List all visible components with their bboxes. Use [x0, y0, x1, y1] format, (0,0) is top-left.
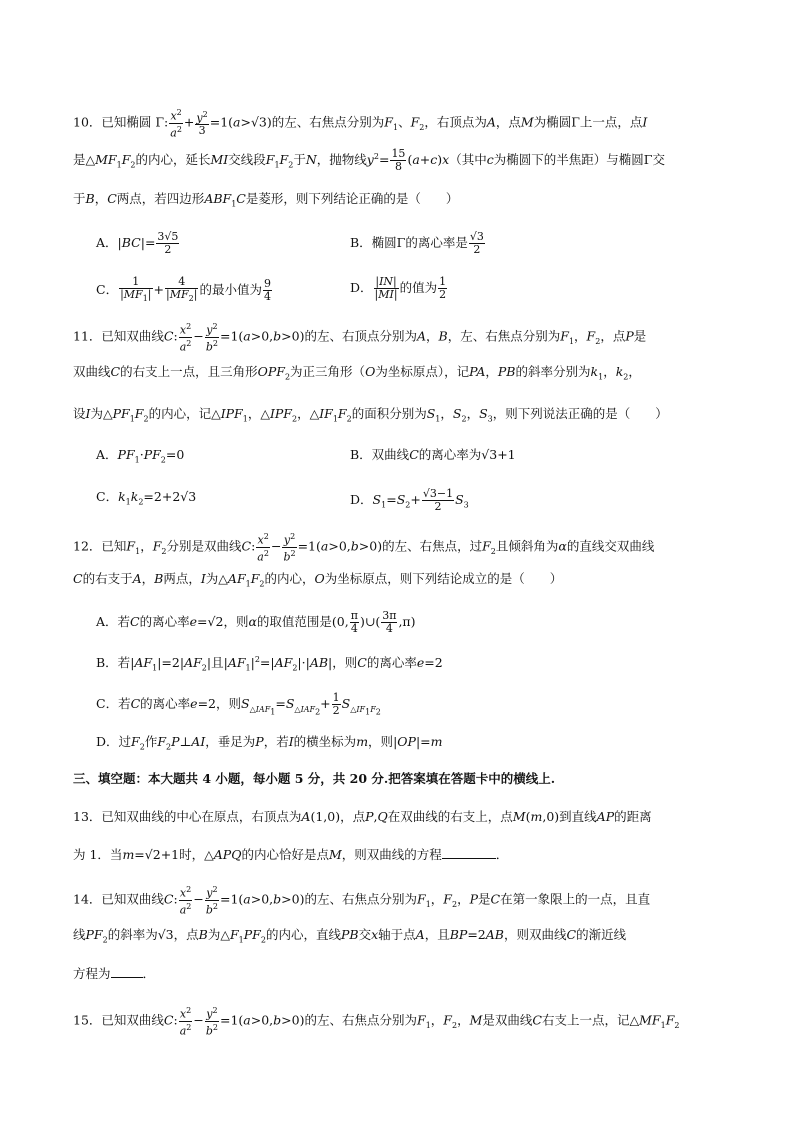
q11-option-c: C．$k_1k_2=2+2√3$ [96, 489, 197, 507]
q11-line2: 双曲线C的右支上一点，且三角形$OPF_2$为正三角形（O为坐标原点），记PA，PB的斜率分别为$k_1$，$k_2$， [73, 364, 641, 382]
q12-option-d: D．过$F_2$作$F_2P\perp AI$，垂足为P，若I的横坐标为m，则|OP|=m [96, 734, 443, 752]
q12-option-a: A．若C的离心率e=√2，则α的取值范围是(0, $\frac{\pi}{4}$ )∪( $\frac{3\pi}{4}$ ,π) [96, 609, 416, 635]
q11-option-a: A．$PF_1\cdot PF_2=0$ [96, 447, 185, 465]
q14-line2: 线$PF_2$的斜率为√3，点B为$\triangle F_1PF_2$的内心，直线PB交x轴于点A，且BP=2AB，则双曲线C的渐近线 [73, 927, 627, 945]
q10-line1: 10．已知椭圆 Γ: $\frac{x^2}{a^2}$ + $\frac{y^2}{3}$ =1(a>√3)的左、右焦点分别为$F_1$、$F_2$，右顶点为A，点M为椭圆Γ上一点，点I [73, 108, 648, 140]
q11-option-b: B．双曲线C的离心率为√3+1 [350, 447, 516, 462]
section-header: 三、填空题：本大题共 4 小题，每小题 5 分，共 20 分.把答案填在答题卡中的横线上. [73, 771, 556, 786]
q12-option-b: B．若$|AF_1|=2|AF_2|$且$|AF_1|^2=|AF_2|\cdot|AB|$，则C的离心率e=2 [96, 655, 443, 673]
q13-line2: 为 1．当m=√2+1时，△APQ的内心恰好是点M，则双曲线的方程 ． [73, 847, 509, 862]
q13-line1: 13．已知双曲线的中心在原点，右顶点为A(1,0)，点P,Q在双曲线的右支上，点M(m,0)到直线AP的距离 [73, 809, 652, 824]
q11-line1: 11．已知双曲线C: $\frac{x^2}{a^2}$ − $\frac{y^2}{b^2}$ =1(a>0,b>0)的左、右顶点分别为A，B，左、右焦点分别为$F_1$，$F_2$，点P是 [73, 322, 647, 354]
q11-option-d: D．$S_1=S_2+$ $\frac{√3-1}{2}$ $S_3$ [350, 487, 469, 513]
q11-line3: 设I为$\triangle PF_1F_2$的内心，记$\triangle IPF_1$，$\triangle IPF_2$，$\triangle IF_1F_2$的面积分别为$S_1$，$S_2$，$S_3$，则下列说法正确的是（ ） [73, 406, 668, 424]
q12-line2: C的右支于A，B两点，I为$\triangle AF_1F_2$的内心，O为坐标原点，则下列结论成立的是（ ） [73, 571, 563, 589]
q10-option-a: A．|BC|= $\frac{3√5}{2}$ [96, 230, 179, 256]
q12-line1: 12．已知$F_1$，$F_2$分别是双曲线C: $\frac{x^2}{a^2}$ − $\frac{y^2}{b^2}$ =1(a>0,b>0)的左、右焦点，过$F_2$且倾斜角为α的直线交双曲线 [73, 532, 655, 564]
q10-line2: 是$\triangle MF_1F_2$的内心，延长MI交线段$F_1F_2$于N，抛物线$y^2=$ $\frac{15}{8}$ (a+c)x（其中c为椭圆下的半焦距）与椭圆Γ交 [73, 147, 665, 174]
q14-line3: 方程为 ． [73, 966, 156, 981]
q10-option-c: C． $\frac{1}{|MF_1|}$ + $\frac{4}{|MF_2|}$ 的最小值为 $\frac{9}{4}$ [96, 275, 271, 304]
q14-line1: 14．已知双曲线C: $\frac{x^2}{a^2}$ − $\frac{y^2}{b^2}$ =1(a>0,b>0)的左、右焦点分别为$F_1$，$F_2$，P是C在第一象限上的一点，且直 [73, 885, 651, 917]
q10-line3: 于B，C两点，若四边形$ABF_1C$是菱形，则下列结论正确的是（ ） [73, 191, 459, 209]
q10-option-d: D． $\frac{|IN|}{|MI|}$ 的值为 $\frac{1}{2}$ [350, 275, 447, 301]
q10-option-b: B．椭圆Γ的离心率是 $\frac{√3}{2}$ [350, 230, 484, 256]
q12-option-c: C．若C的离心率e=2，则$S_{\triangle IAF_1}=S_{\triangle IAF_2}+$ $\frac{1}{2}$ $S_{\triangle IF_1F_2}$ [96, 691, 381, 717]
q15-line1: 15．已知双曲线C: $\frac{x^2}{a^2}$ − $\frac{y^2}{b^2}$ =1(a>0,b>0)的左、右焦点分别为$F_1$，$F_2$，M是双曲线C右支上一点，记$\triangle MF_1F_2$ [73, 1006, 680, 1038]
q13-answer-blank[interactable] [442, 846, 496, 859]
q14-answer-blank[interactable] [111, 965, 143, 978]
